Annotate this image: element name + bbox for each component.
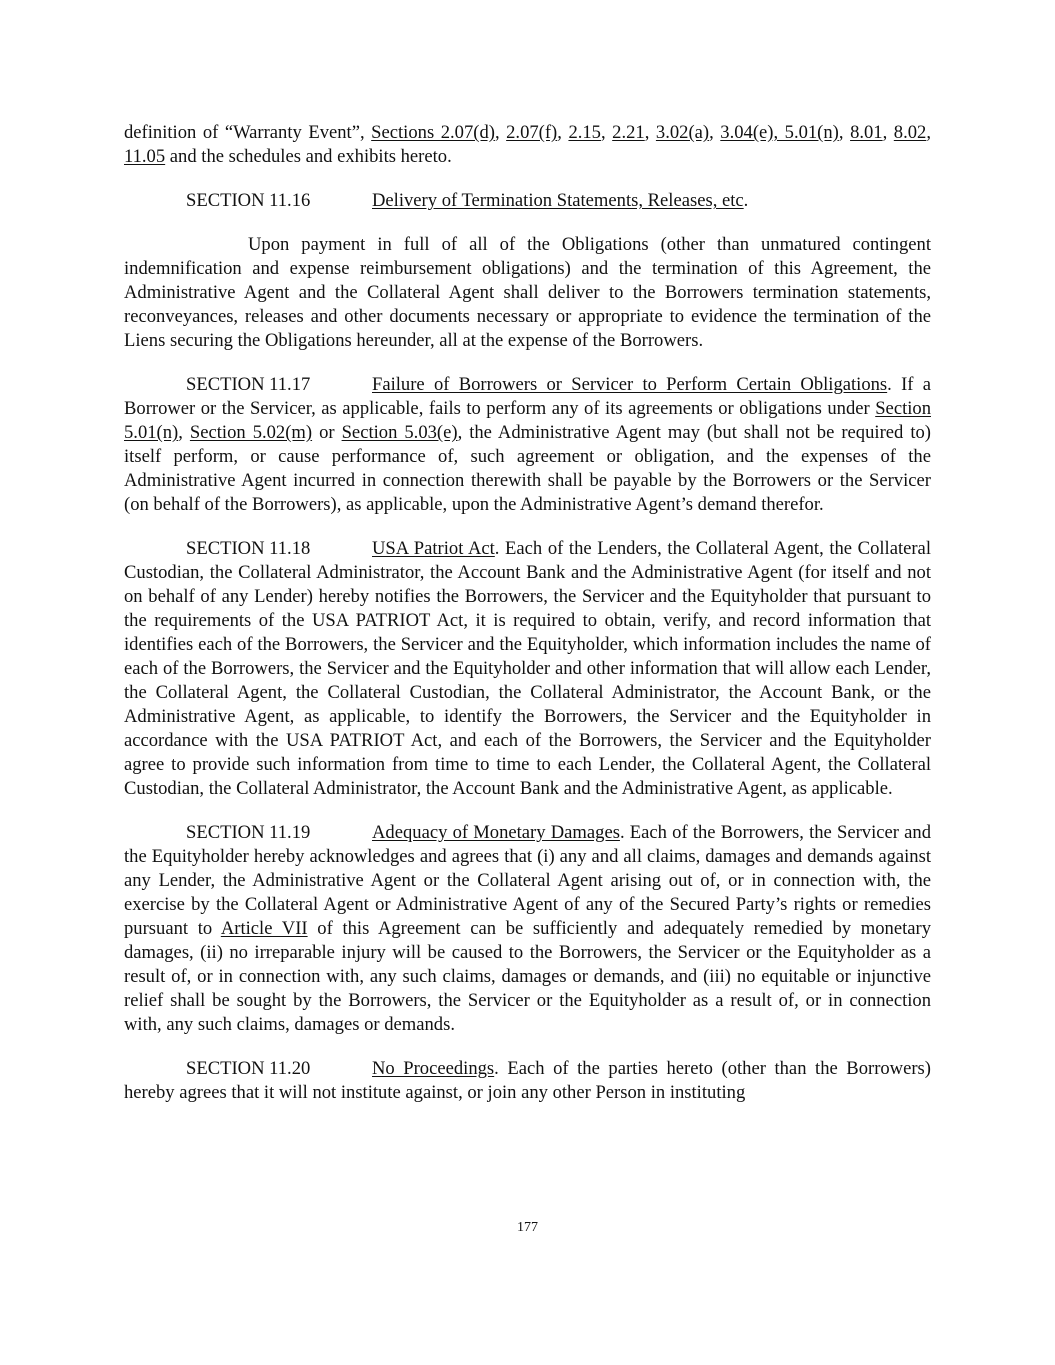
cross-reference: Section 5.02(m)	[189, 422, 313, 443]
cross-reference: Article VII	[220, 918, 308, 939]
cross-reference: Failure of Borrowers or Servicer to Perform Certain Obligations	[372, 374, 888, 395]
text: ,	[926, 122, 931, 143]
text: or	[312, 422, 342, 443]
section-paragraph	[124, 189, 931, 213]
cross-reference: Section 5.03(e)	[341, 422, 458, 443]
cross-reference: USA Patriot Act	[372, 538, 495, 559]
text: ,	[178, 422, 190, 443]
paragraph	[124, 233, 931, 353]
text: , the Administrative Agent may (but shall not be required to) itself perform, or cause performance of, such agreement or obligation, and the expenses of the Administrative Agent incurred in connection therewith shall be payable by the Borrowers or the Servicer (on behalf of the Borrowers), as applicable, upon the Administrative Agent’s demand therefor.	[124, 422, 931, 515]
text: ,	[600, 122, 613, 143]
text: ,	[838, 122, 851, 143]
cross-reference: 11.05	[124, 146, 166, 167]
cross-reference: 3.02(a)	[655, 122, 710, 143]
text: definition of “Warranty Event”,	[124, 122, 372, 143]
section-number: SECTION 11.18	[186, 538, 311, 559]
section-number: SECTION 11.20	[186, 1058, 311, 1079]
text: and the schedules and exhibits hereto.	[165, 146, 452, 167]
cross-reference: 3.04(e), 5.01(n)	[720, 122, 839, 143]
section-number: SECTION 11.17	[186, 374, 311, 395]
section-number: SECTION 11.16	[186, 190, 311, 211]
cross-reference: Section 5.01(n)	[124, 398, 931, 443]
cross-reference: 2.07(f)	[506, 122, 558, 143]
document-page	[124, 121, 931, 1125]
cross-reference: No Proceedings	[372, 1058, 495, 1079]
text: ,	[709, 122, 721, 143]
cross-reference: Adequacy of Monetary Damages	[372, 822, 620, 843]
text: Upon payment in full of all of the Obligations (other than unmatured contingent indemnification and expense reimbursement obligations) and the termination of this Agreement, the Administrative Agent and the Collateral Agent shall deliver to the Borrowers termination statements, reconveyances, releases and other documents necessary or appropriate to evidence the termination of the Liens securing the Obligations hereunder, all at the expense of the Borrowers.	[124, 234, 931, 351]
cross-reference: 8.01	[850, 122, 883, 143]
cross-reference: 8.02	[893, 122, 927, 143]
text: . Each of the Borrowers, the Servicer and the Equityholder hereby acknowledges and agrees that (i) any and all claims, damages and demands against any Lender, the Administrative Agent or the Collateral Agent arising out of, or in connection with, the exercise by the Collateral Agent or Administrative Agent of any of the Secured Party’s rights or remedies pursuant to	[124, 822, 931, 939]
section-paragraph	[124, 821, 931, 1037]
section-paragraph	[124, 537, 931, 801]
section-paragraph	[124, 373, 931, 517]
cross-reference: 2.15	[568, 122, 601, 143]
section-paragraph	[124, 1057, 931, 1105]
text: of this Agreement can be sufficiently and adequately remedied by monetary damages, (ii) no irreparable injury will be caused to the Borrowers, the Servicer or the Equityholder as a result of, or in connection with, any such claims, damages or demands, and (iii) no equitable or injunctive relief shall be sought by the Borrowers, the Servicer or the Equityholder as a result of, or in connection with, any such claims, damages or demands.	[124, 918, 931, 1035]
cross-reference: 2.21	[612, 122, 645, 143]
text: ,	[644, 122, 656, 143]
paragraph	[124, 121, 931, 169]
text: ,	[557, 122, 569, 143]
section-number: SECTION 11.19	[186, 822, 311, 843]
text: . Each of the parties hereto (other than the Borrowers) hereby agrees that it will not institute against, or join any other Person in instituting	[124, 1058, 931, 1103]
page-number: 177	[517, 1220, 538, 1235]
text: . Each of the Lenders, the Collateral Agent, the Collateral Custodian, the Collateral Administrator, the Account Bank and the Administrative Agent (for itself and not on behalf of any Lender) hereby notifies the Borrowers, the Servicer and the Equityholder that pursuant to the requirements of the USA PATRIOT Act, it is required to obtain, verify, and record information that identifies each of the Borrowers, the Servicer and the Equityholder, which information includes the name of each of the Borrowers, the Servicer and the Equityholder and other information that will allow each Lender, the Collateral Agent, the Collateral Custodian, the Collateral Administrator, the Account Bank, or the Administrative Agent, as applicable, to identify the Borrowers, the Servicer and the Equityholder in accordance with the USA PATRIOT Act, and each of the Borrowers, the Servicer and the Equityholder agree to provide such information from time to time to each Lender, the Collateral Agent, the Collateral Custodian, the Collateral Administrator, the Account Bank and the Administrative Agent, as applicable.	[124, 538, 931, 799]
cross-reference: Sections 2.07(d)	[371, 122, 495, 143]
text: .	[743, 190, 749, 211]
text: ,	[494, 122, 507, 143]
text: ,	[882, 122, 894, 143]
cross-reference: Delivery of Termination Statements, Releases, etc	[372, 190, 744, 211]
text: . If a Borrower or the Servicer, as applicable, fails to perform any of its agreements or obligations under	[124, 374, 931, 419]
